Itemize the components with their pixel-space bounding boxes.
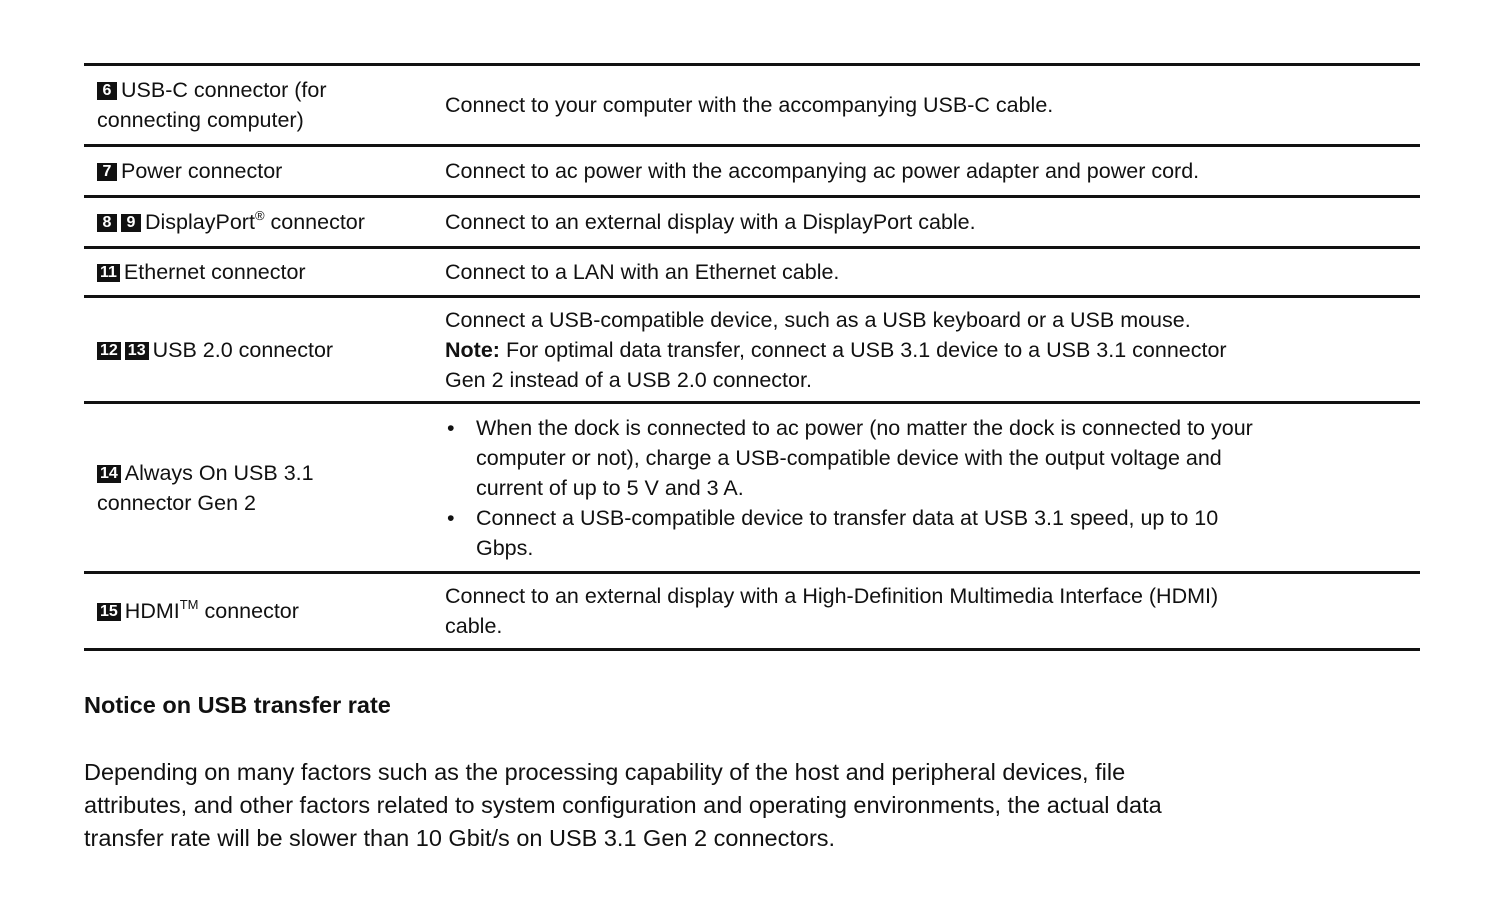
bullet-text: computer or not), charge a USB-compatible device with the output voltage and	[476, 445, 1222, 470]
paragraph-line: attributes, and other factors related to system configuration and operating environments, the actual data	[84, 792, 1162, 818]
table-row	[84, 574, 1420, 651]
connector-name: Always On USB 3.1	[124, 460, 314, 485]
description: Connect to a LAN with an Ethernet cable.	[445, 260, 840, 284]
description-cell	[445, 207, 1420, 237]
bullet-text: current of up to 5 V and 3 A.	[476, 475, 744, 500]
connector-name-cell	[84, 596, 445, 626]
bullet-text: Connect a USB-compatible device to transfer data at USB 3.1 speed, up to 10	[476, 505, 1219, 530]
note-text-line2: Gen 2 instead of a USB 2.0 connector.	[445, 367, 812, 392]
bullet-list	[445, 413, 1400, 563]
description: Connect to ac power with the accompanying ac power adapter and power cord.	[445, 159, 1200, 183]
connector-name-cell	[84, 156, 445, 186]
connector-name-cell	[84, 257, 445, 287]
connector-name-line2: connector Gen 2	[97, 490, 256, 515]
table-row	[84, 404, 1420, 574]
connector-name: USB 2.0 connector	[152, 337, 334, 362]
connector-name: USB-C connector (for	[121, 78, 327, 102]
bullet-icon: •	[447, 505, 455, 530]
connector-name-cell	[84, 458, 445, 518]
callout-badge: 11	[97, 264, 120, 282]
table-row	[84, 66, 1420, 147]
description-line2: cable.	[445, 614, 503, 638]
connector-name: Ethernet connector	[123, 260, 306, 284]
callout-badge: 9	[121, 214, 141, 232]
callout-badge: 8	[97, 214, 117, 232]
table-row	[84, 198, 1420, 249]
registered-mark: ®	[254, 208, 265, 223]
connector-name-cell	[84, 207, 445, 237]
connector-name-suffix: connector	[198, 599, 299, 623]
list-item	[445, 413, 1400, 503]
connector-name-suffix: connector	[264, 210, 365, 234]
description-cell	[445, 257, 1420, 287]
connector-name-cell	[84, 75, 445, 135]
callout-badge: 6	[97, 82, 117, 100]
callout-badge: 15	[97, 603, 121, 621]
description: Connect to an external display with a High-Definition Multimedia Interface (HDMI)	[445, 584, 1219, 608]
callout-badge: 14	[97, 465, 121, 483]
description: Connect to an external display with a DisplayPort cable.	[445, 210, 976, 234]
description-cell	[445, 581, 1420, 641]
connector-table	[84, 63, 1420, 651]
connector-name-cell	[84, 335, 445, 365]
section-heading: Notice on USB transfer rate	[84, 692, 391, 718]
bullet-text: Gbps.	[476, 535, 534, 560]
callout-badge: 7	[97, 163, 117, 181]
connector-name: HDMI	[124, 599, 180, 623]
notice-paragraph	[84, 756, 1404, 855]
connector-name: DisplayPort	[145, 210, 255, 234]
bullet-text: When the dock is connected to ac power (no matter the dock is connected to your	[476, 415, 1253, 440]
table-row	[84, 298, 1420, 404]
description: Connect a USB-compatible device, such as a USB keyboard or a USB mouse.	[445, 307, 1191, 332]
paragraph-line: Depending on many factors such as the processing capability of the host and peripheral devices, file	[84, 759, 1126, 785]
table-row	[84, 249, 1420, 298]
callout-badge: 12	[97, 342, 121, 360]
description-cell	[445, 305, 1420, 395]
callout-badge: 13	[125, 342, 149, 360]
description-cell	[445, 90, 1420, 120]
trademark-mark: TM	[179, 597, 199, 612]
list-item	[445, 503, 1400, 563]
table-row	[84, 147, 1420, 198]
note-text: For optimal data transfer, connect a USB 3.1 device to a USB 3.1 connector	[505, 337, 1227, 362]
note-label: Note:	[445, 337, 500, 362]
connector-name: Power connector	[121, 159, 283, 183]
connector-name-line2: connecting computer)	[97, 108, 304, 132]
description: Connect to your computer with the accompanying USB-C cable.	[445, 93, 1054, 117]
description-cell	[445, 156, 1420, 186]
description-cell	[445, 413, 1420, 563]
paragraph-line: transfer rate will be slower than 10 Gbit/s on USB 3.1 Gen 2 connectors.	[84, 825, 836, 851]
bullet-icon: •	[447, 415, 455, 440]
